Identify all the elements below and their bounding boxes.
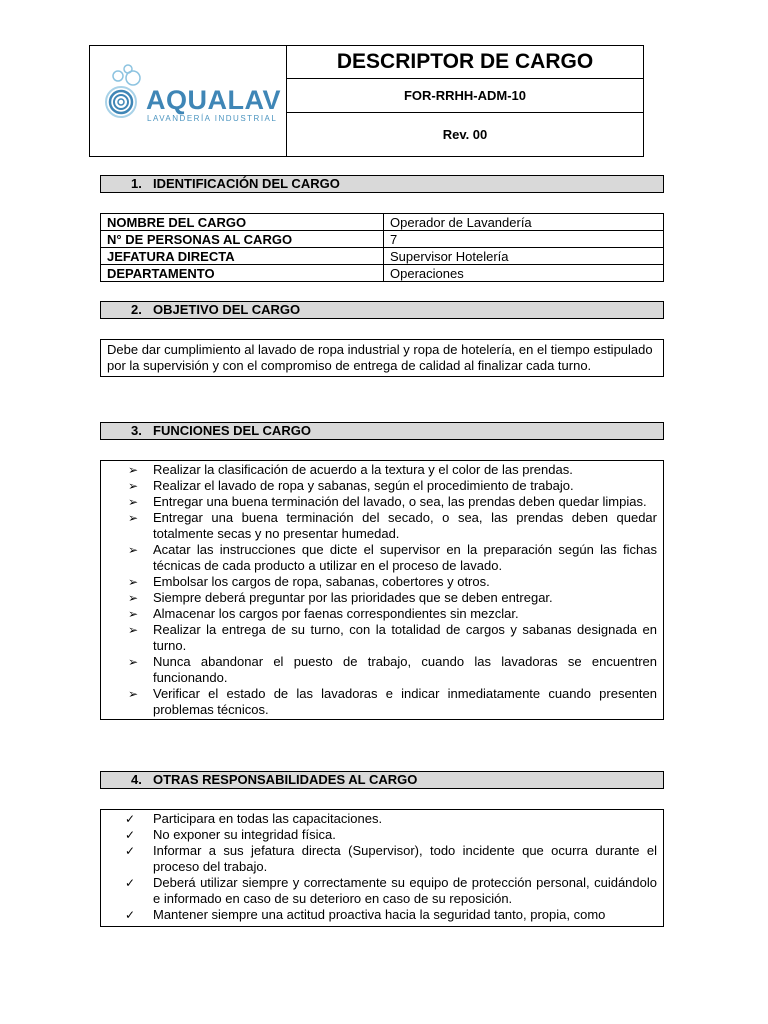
list-item-text: Deberá utilizar siempre y correctamente su equipo de protección personal, cuidándolo e informado en caso de su deterioro en caso de su reposición. — [153, 875, 657, 906]
list-item — [101, 827, 657, 843]
list-item — [101, 907, 657, 923]
section-title: IDENTIFICACIÓN DEL CARGO — [153, 176, 340, 191]
list-item — [101, 811, 657, 827]
list-item — [101, 590, 657, 606]
list-item-text: Realizar la clasificación de acuerdo a la textura y el color de las prendas. — [153, 462, 573, 477]
section-number: 4. — [131, 772, 142, 787]
bullet-icon: ➢ — [128, 463, 139, 477]
field-label: DEPARTAMENTO — [101, 265, 384, 282]
objective-text: Debe dar cumplimiento al lavado de ropa industrial y ropa de hotelería, en el tiempo estipulado por la supervisión y con el compromiso de entrega de calidad al finalizar cada turno. — [107, 342, 653, 373]
list-item-text: Realizar el lavado de ropa y sabanas, según el procedimiento de trabajo. — [153, 478, 574, 493]
document-header — [89, 45, 644, 157]
functions-list — [101, 461, 663, 719]
bullet-icon: ➢ — [128, 543, 139, 557]
bullet-icon: ➢ — [128, 495, 139, 509]
bullet-icon: ✓ — [125, 844, 136, 858]
bullet-icon: ➢ — [128, 607, 139, 621]
table-row — [101, 231, 664, 248]
section-header-identification — [100, 175, 664, 193]
list-item-text: Entregar una buena terminación del secado, o sea, las prendas deben quedar totalmente secas y no presentar humedad. — [153, 510, 657, 541]
document-title: DESCRIPTOR DE CARGO — [287, 46, 643, 79]
document-code: FOR-RRHH-ADM-10 — [287, 79, 643, 113]
bullet-icon: ➢ — [128, 479, 139, 493]
bullet-icon: ➢ — [128, 655, 139, 669]
table-row — [101, 214, 664, 231]
list-item — [101, 622, 657, 654]
bullet-icon: ➢ — [128, 575, 139, 589]
responsibilities-box — [100, 809, 664, 927]
field-label: NOMBRE DEL CARGO — [101, 214, 384, 231]
section-number: 3. — [131, 423, 142, 438]
list-item — [101, 478, 657, 494]
list-item — [101, 542, 657, 574]
bullet-icon: ➢ — [128, 591, 139, 605]
section-number: 2. — [131, 302, 142, 317]
company-logo — [90, 46, 287, 156]
section-title: OTRAS RESPONSABILIDADES AL CARGO — [153, 772, 418, 787]
list-item — [101, 654, 657, 686]
section-header-functions — [100, 422, 664, 440]
list-item-text: Embolsar los cargos de ropa, sabanas, cobertores y otros. — [153, 574, 490, 589]
section-title: OBJETIVO DEL CARGO — [153, 302, 301, 317]
list-item-text: Entregar una buena terminación del lavado, o sea, las prendas deben quedar limpias. — [153, 494, 647, 509]
table-row — [101, 265, 664, 282]
list-item — [101, 875, 657, 907]
objective-box — [100, 339, 664, 377]
field-value: Operador de Lavandería — [384, 214, 664, 231]
list-item — [101, 843, 657, 875]
list-item — [101, 462, 657, 478]
logo-tagline: LAVANDERÍA INDUSTRIAL — [147, 114, 278, 123]
list-item-text: Informar a sus jefatura directa (Supervisor), todo incidente que ocurra durante el proceso del trabajo. — [153, 843, 657, 874]
list-item-text: Almacenar los cargos por faenas correspondientes sin mezclar. — [153, 606, 519, 621]
section-title: FUNCIONES DEL CARGO — [153, 423, 311, 438]
logo-wordmark: AQUALAV — [146, 85, 281, 115]
bullet-icon: ➢ — [128, 511, 139, 525]
bullet-icon: ➢ — [128, 687, 139, 701]
field-value: Supervisor Hotelería — [384, 248, 664, 265]
bullet-icon: ✓ — [125, 828, 136, 842]
responsibilities-list — [101, 810, 663, 924]
bullet-icon: ➢ — [128, 623, 139, 637]
list-item — [101, 606, 657, 622]
field-value: Operaciones — [384, 265, 664, 282]
section-header-responsibilities — [100, 771, 664, 789]
list-item — [101, 494, 657, 510]
field-label: N° DE PERSONAS AL CARGO — [101, 231, 384, 248]
field-label: JEFATURA DIRECTA — [101, 248, 384, 265]
identification-table — [100, 213, 664, 282]
document-revision: Rev. 00 — [442, 127, 488, 142]
list-item-text: Realizar la entrega de su turno, con la totalidad de cargos y sabanas designada en turno. — [153, 622, 657, 653]
list-item — [101, 510, 657, 542]
list-item-text: No exponer su integridad física. — [153, 827, 336, 842]
list-item — [101, 574, 657, 590]
field-value: 7 — [384, 231, 664, 248]
section-number: 1. — [131, 176, 142, 191]
bullet-icon: ✓ — [125, 876, 136, 890]
bullet-icon: ✓ — [125, 812, 136, 826]
list-item — [101, 686, 657, 718]
list-item-text: Acatar las instrucciones que dicte el supervisor en la preparación según las fichas técnicas de cada producto a utilizar en el proceso de lavado. — [153, 542, 657, 573]
list-item-text: Nunca abandonar el puesto de trabajo, cuando las lavadoras se encuentren funcionando. — [153, 654, 657, 685]
section-header-objective — [100, 301, 664, 319]
bullet-icon: ✓ — [125, 908, 136, 922]
functions-box — [100, 460, 664, 720]
list-item-text: Participara en todas las capacitaciones. — [153, 811, 383, 826]
list-item-text: Siempre deberá preguntar por las prioridades que se deben entregar. — [153, 590, 553, 605]
list-item-text: Mantener siempre una actitud proactiva hacia la seguridad tanto, propia, como — [153, 907, 606, 922]
list-item-text: Verificar el estado de las lavadoras e indicar inmediatamente cuando presenten problemas técnicos. — [153, 686, 657, 717]
table-row — [101, 248, 664, 265]
